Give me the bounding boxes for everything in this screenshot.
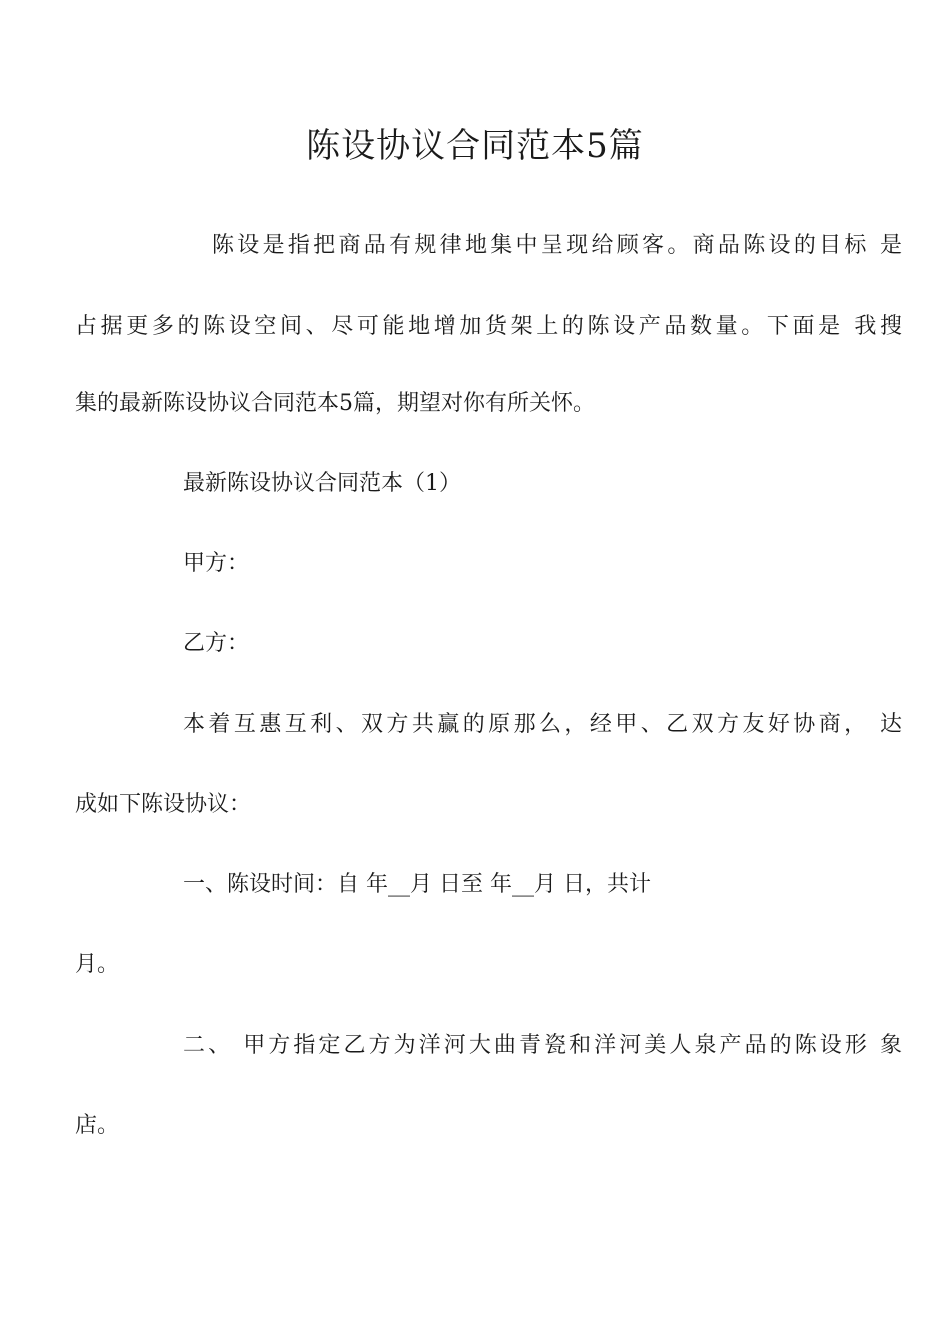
intro-line-1: 陈设是指把商品有规律地集中呈现给顾客。商品陈设的目标 是: [212, 233, 902, 258]
intro-line-2: 占据更多的陈设空间、尽可能地增加货架上的陈设产品数量。下面是 我搜: [75, 314, 902, 339]
party-b-label: 乙方：: [183, 631, 250, 656]
clause-1-line-2: 月。: [75, 952, 120, 977]
clause-1-line-1: 一、陈设时间：自 年__月 日至 年__月 日，共计: [183, 872, 651, 897]
preamble-line-1: 本着互惠互利、双方共赢的原那么，经甲、乙双方友好协商， 达: [183, 712, 902, 737]
clause-2-line-2: 店。: [75, 1113, 120, 1138]
document-title: 陈设协议合同范本5篇: [306, 126, 644, 166]
preamble-line-2: 成如下陈设协议：: [75, 792, 252, 817]
party-a-label: 甲方：: [183, 551, 250, 576]
clause-2-line-1: 二、 甲方指定乙方为洋河大曲青瓷和洋河美人泉产品的陈设形 象: [183, 1033, 902, 1058]
section-heading: 最新陈设协议合同范本（1）: [183, 471, 461, 496]
intro-line-3: 集的最新陈设协议合同范本5篇，期望对你有所关怀。: [75, 391, 595, 416]
